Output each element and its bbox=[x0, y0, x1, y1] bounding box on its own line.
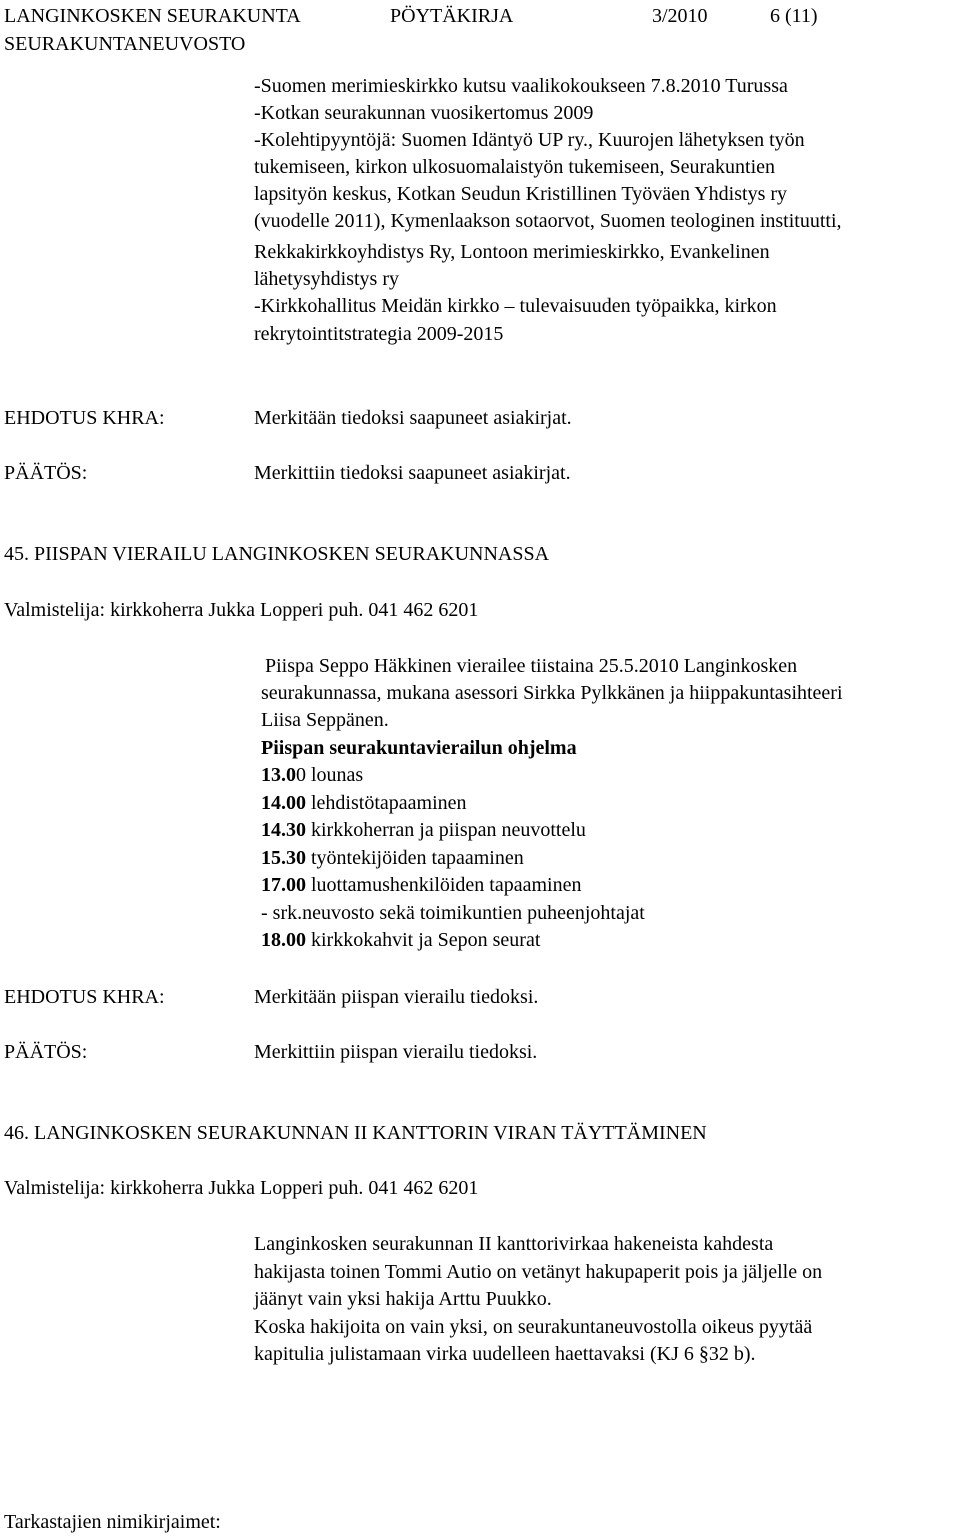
body-line: Piispa Seppo Häkkinen vierailee tiistaina 25.5.2010 Langinkosken bbox=[265, 655, 798, 677]
intro-line: Rekkakirkkoyhdistys Ry, Lontoon merimieskirkko, Evankelinen bbox=[254, 241, 770, 263]
decision-label: PÄÄTÖS: bbox=[4, 1041, 88, 1063]
decision-label: PÄÄTÖS: bbox=[4, 462, 88, 484]
body-line: Koska hakijoita on vain yksi, on seurakuntaneuvostolla oikeus pyytää bbox=[254, 1316, 813, 1338]
program-time: 15.30 bbox=[261, 847, 306, 869]
body-line: jäänyt vain yksi hakija Arttu Puukko. bbox=[254, 1288, 552, 1310]
header-page-number: 6 (11) bbox=[770, 5, 818, 27]
intro-line: -Suomen merimieskirkko kutsu vaalikokoukseen 7.8.2010 Turussa bbox=[254, 75, 788, 97]
body-line: hakijasta toinen Tommi Autio on vetänyt hakupaperit pois ja jäljelle on bbox=[254, 1261, 823, 1283]
decision-text: Merkittiin piispan vierailu tiedoksi. bbox=[254, 1041, 538, 1063]
program-time: 17.00 bbox=[261, 874, 306, 896]
intro-line: tukemiseen, kirkon ulkosuomalaistyön tukemiseen, Seurakuntien bbox=[254, 156, 776, 178]
section-heading-46: 46. LANGINKOSKEN SEURAKUNNAN II KANTTORIN VIRAN TÄYTTÄMINEN bbox=[4, 1122, 707, 1144]
intro-line: -Kotkan seurakunnan vuosikertomus 2009 bbox=[254, 102, 594, 124]
proposal-label: EHDOTUS KHRA: bbox=[4, 407, 165, 429]
intro-line: -Kolehtipyyntöjä: Suomen Idäntyö UP ry., Kuurojen lähetyksen työn bbox=[254, 129, 805, 151]
program-item bbox=[261, 761, 363, 789]
program-item bbox=[261, 816, 586, 844]
program-activity: - srk.neuvosto sekä toimikuntien puheenjohtajat bbox=[261, 902, 645, 924]
intro-line: -Kirkkohallitus Meidän kirkko – tulevaisuuden työpaikka, kirkon bbox=[254, 295, 777, 317]
program-activity: kirkkoherran ja piispan neuvottelu bbox=[306, 819, 586, 841]
program-activity: 0 lounas bbox=[296, 764, 364, 786]
program-item bbox=[261, 789, 467, 817]
program-item bbox=[261, 844, 524, 872]
proposal-text: Merkitään tiedoksi saapuneet asiakirjat. bbox=[254, 407, 572, 429]
program-activity: luottamushenkilöiden tapaaminen bbox=[306, 874, 582, 896]
initials-label: Tarkastajien nimikirjaimet: bbox=[4, 1511, 221, 1533]
proposal-text: Merkitään piispan vierailu tiedoksi. bbox=[254, 986, 539, 1008]
header-org: LANGINKOSKEN SEURAKUNTA bbox=[4, 5, 301, 27]
header-doc-number: 3/2010 bbox=[652, 5, 708, 27]
program-time: 13.0 bbox=[261, 764, 296, 786]
intro-line: (vuodelle 2011), Kymenlaakson sotaorvot, Suomen teologinen instituutti, bbox=[254, 210, 842, 232]
header-doc-type: PÖYTÄKIRJA bbox=[390, 5, 514, 27]
intro-line: lähetysyhdistys ry bbox=[254, 268, 399, 290]
preparer-line: Valmistelija: kirkkoherra Jukka Lopperi puh. 041 462 6201 bbox=[4, 599, 479, 621]
program-activity: lehdistötapaaminen bbox=[306, 792, 467, 814]
program-time: 14.30 bbox=[261, 819, 306, 841]
program-activity: kirkkokahvit ja Sepon seurat bbox=[306, 929, 541, 951]
proposal-label: EHDOTUS KHRA: bbox=[4, 986, 165, 1008]
body-line: Langinkosken seurakunnan II kanttorivirkaa hakeneista kahdesta bbox=[254, 1233, 774, 1255]
intro-line: rekrytointitstrategia 2009-2015 bbox=[254, 323, 504, 345]
preparer-line: Valmistelija: kirkkoherra Jukka Lopperi puh. 041 462 6201 bbox=[4, 1177, 479, 1199]
program-time: 18.00 bbox=[261, 929, 306, 951]
body-line: Liisa Seppänen. bbox=[261, 709, 389, 731]
intro-line: lapsityön keskus, Kotkan Seudun Kristillinen Työväen Yhdistys ry bbox=[254, 183, 788, 205]
program-activity: työntekijöiden tapaaminen bbox=[306, 847, 524, 869]
program-item bbox=[261, 871, 582, 899]
decision-text: Merkittiin tiedoksi saapuneet asiakirjat. bbox=[254, 462, 571, 484]
header-body: SEURAKUNTANEUVOSTO bbox=[4, 33, 246, 55]
program-item bbox=[261, 926, 540, 954]
section-heading-45: 45. PIISPAN VIERAILU LANGINKOSKEN SEURAKUNNASSA bbox=[4, 543, 550, 565]
body-line: kapitulia julistamaan virka uudelleen haettavaksi (KJ 6 §32 b). bbox=[254, 1343, 756, 1365]
program-item bbox=[261, 899, 645, 927]
body-line: seurakunnassa, mukana asessori Sirkka Pylkkänen ja hiippakuntasihteeri bbox=[261, 682, 843, 704]
program-time: 14.00 bbox=[261, 792, 306, 814]
program-title: Piispan seurakuntavierailun ohjelma bbox=[261, 737, 577, 759]
